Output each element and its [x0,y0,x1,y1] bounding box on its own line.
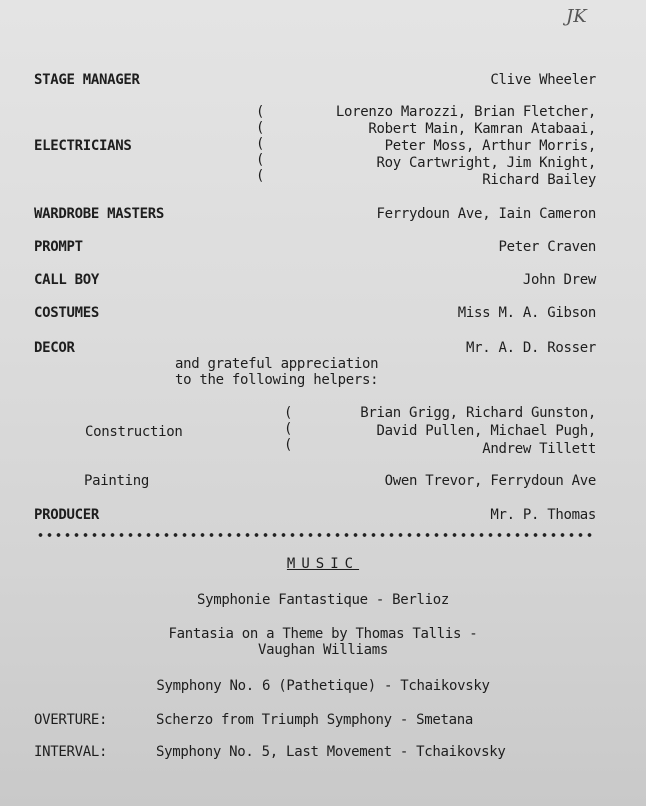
interval-label: INTERVAL: [34,744,108,760]
electricians-line-1: Lorenzo Marozzi, Brian Fletcher, [335,104,596,120]
music-piece-1: Symphonie Fantastique - Berlioz [197,592,449,608]
construction-line-3: Andrew Tillett [482,441,596,457]
role-costumes: COSTUMES [34,305,100,321]
electricians-line-2: Robert Main, Kamran Atabaai, [368,121,596,137]
electricians-line-4: Roy Cartwright, Jim Knight, [376,155,596,171]
appreciation-line-1: and grateful appreciation [175,356,379,372]
role-electricians: ELECTRICIANS [34,138,132,154]
construction-line-2: David Pullen, Michael Pugh, [376,423,596,439]
name-call-boy: John Drew [522,272,596,288]
role-prompt: PROMPT [34,239,83,255]
role-call-boy: CALL BOY [34,272,100,288]
overture-piece: Scherzo from Triumph Symphony - Smetana [156,712,474,728]
role-wardrobe-masters: WARDROBE MASTERS [34,206,165,222]
music-piece-2: Fantasia on a Theme by Thomas Tallis - [168,626,478,642]
handwritten-annotation: JK [566,6,587,27]
appreciation-line-2: to the following helpers: [175,372,379,388]
music-piece-3: Symphony No. 6 (Pathetique) - Tchaikovsky [156,678,490,694]
name-decor: Mr. A. D. Rosser [465,340,596,356]
role-painting: Painting [84,473,150,489]
dotted-divider [36,532,594,538]
interval-piece: Symphony No. 5, Last Movement - Tchaikovsky [156,744,506,760]
role-decor: DECOR [34,340,75,356]
role-producer: PRODUCER [34,507,100,523]
bracket-construction: ( ( ( [284,405,293,453]
bracket-electricians: ( ( ( ( ( [256,104,265,184]
name-prompt: Peter Craven [498,239,596,255]
role-construction: Construction [85,424,183,440]
construction-line-1: Brian Grigg, Richard Gunston, [360,405,596,421]
role-stage-manager: STAGE MANAGER [34,72,140,88]
music-heading: MUSIC [286,556,360,572]
electricians-line-3: Peter Moss, Arthur Morris, [384,138,596,154]
name-stage-manager: Clive Wheeler [490,72,596,88]
overture-label: OVERTURE: [34,712,108,728]
name-costumes: Miss M. A. Gibson [457,305,596,321]
name-painting: Owen Trevor, Ferrydoun Ave [384,473,596,489]
electricians-line-5: Richard Bailey [482,172,596,188]
music-piece-2-composer: Vaughan Williams [257,642,389,658]
name-producer: Mr. P. Thomas [490,507,596,523]
name-wardrobe-masters: Ferrydoun Ave, Iain Cameron [376,206,596,222]
